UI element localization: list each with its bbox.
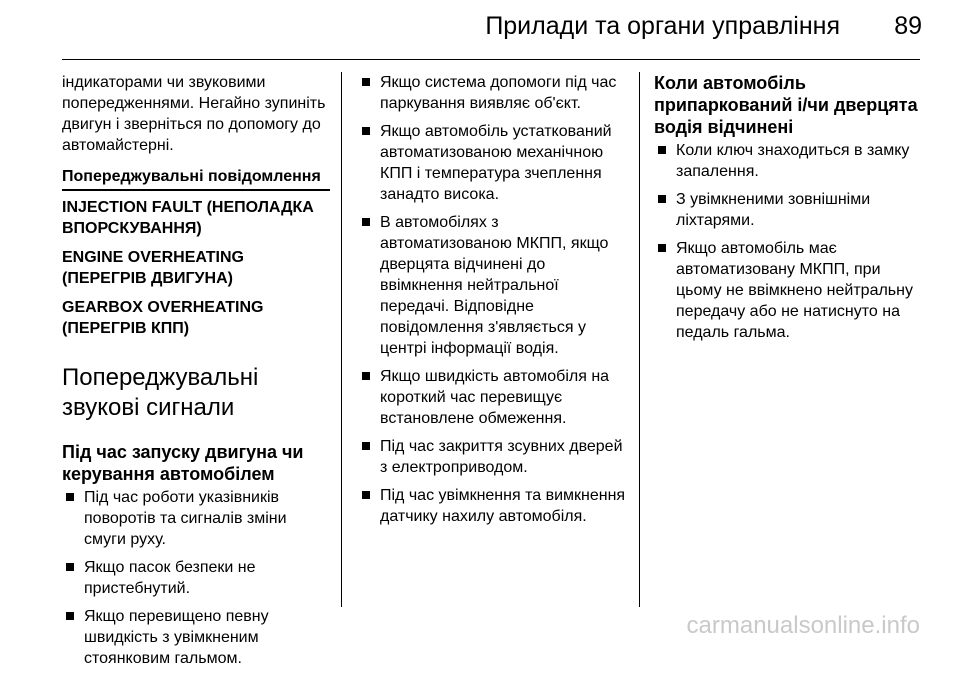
warning-message-engine: ENGINE OVERHEATING (ПЕРЕГРІВ ДВИГУНА) (62, 249, 244, 287)
bullet-list-parked (654, 140, 926, 343)
list-item: Якщо пасок безпеки не пристебнутий. (62, 557, 330, 599)
column-2 (358, 72, 626, 534)
list-item: Якщо перевищено певну швидкість з увімкненим стоянковим гальмом. (62, 606, 330, 669)
page-number: 89 (894, 12, 922, 40)
column-3 (654, 72, 926, 350)
subheading-driving: Під час запуску двигуна чи керування автомобілем (62, 442, 304, 484)
list-item: Під час роботи указівників поворотів та сигналів зміни смуги руху. (62, 487, 330, 550)
column-divider-2 (639, 72, 640, 607)
section-heading-chimes: Попереджувальні звукові сигнали (62, 364, 259, 421)
intro-paragraph: індикаторами чи звуковими попередженнями. Негайно зупиніть двигун і зверніться по допомогу до автомайстерні. (62, 74, 326, 154)
warning-message-gearbox: GEARBOX OVERHEATING (ПЕРЕГРІВ КПП) (62, 299, 264, 337)
watermark: carmanualsonline.info (686, 612, 920, 639)
subheading-parked: Коли автомобіль припаркований і/чи дверцята водія відчинені (654, 73, 918, 137)
list-item: Якщо автомобіль має автоматизовану МКПП, при цьому не ввімкнено нейтральну передачу або не натиснуто на педаль гальма. (654, 238, 926, 343)
page-header-title: Прилади та органи управління (485, 12, 840, 40)
list-item: З увімкненими зовнішніми ліхтарями. (654, 189, 926, 231)
warnings-subheading: Попереджувальні повідомлення (62, 166, 330, 191)
bullet-list-continued (358, 72, 626, 527)
warning-message-injection: INJECTION FAULT (НЕПОЛАДКА ВПОРСКУВАННЯ) (62, 199, 314, 237)
column-1 (62, 72, 330, 676)
list-item: Якщо швидкість автомобіля на короткий час перевищує встановлене обмеження. (358, 366, 626, 429)
list-item: Коли ключ знаходиться в замку запалення. (654, 140, 926, 182)
list-item: Якщо система допомоги під час паркування виявляє об'єкт. (358, 72, 626, 114)
header-divider (62, 59, 920, 60)
list-item: Якщо автомобіль устаткований автоматизованою механічною КПП і температура зчеплення занадто висока. (358, 121, 626, 205)
list-item: В автомобілях з автоматизованою МКПП, якщо дверцята відчинені до ввімкнення нейтральної передачі. Відповідне повідомлення з'являється у центрі інформації водія. (358, 212, 626, 359)
column-divider-1 (341, 72, 342, 607)
list-item: Під час закриття зсувних дверей з електроприводом. (358, 436, 626, 478)
list-item: Під час увімкнення та вимкнення датчику нахилу автомобіля. (358, 485, 626, 527)
